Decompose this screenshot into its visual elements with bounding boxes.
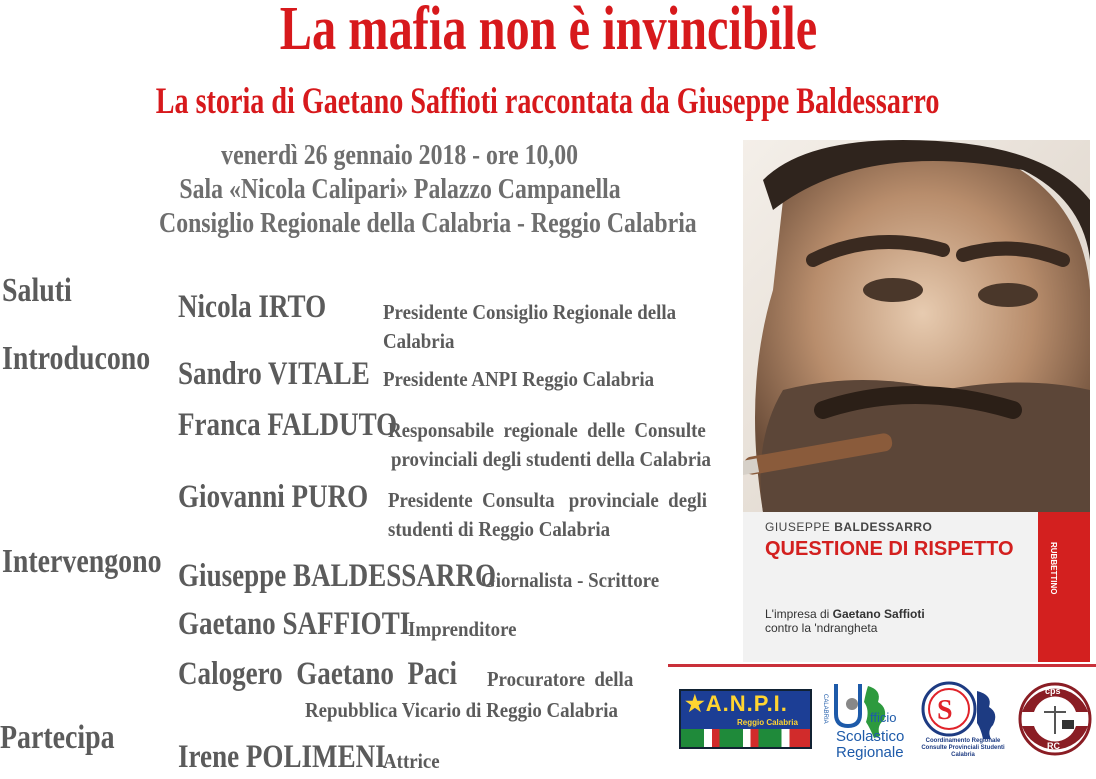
divider-line <box>668 664 1096 667</box>
anpi-logo <box>679 689 812 749</box>
event-location: Consiglio Regionale della Calabria - Reggio Calabria <box>159 207 697 239</box>
speaker-name: Franca FALDUTO <box>178 407 398 443</box>
speaker-name: Irene POLIMENI <box>178 739 386 775</box>
usr-vertical-text: CALABRIA <box>822 694 828 724</box>
speaker-role-continued: Repubblica Vicario di Reggio Calabria <box>305 698 618 722</box>
book-author: GIUSEPPE BALDESSARRO <box>765 520 933 534</box>
speaker-name: Calogero Gaetano Paci <box>178 656 458 692</box>
section-saluti: Saluti <box>2 272 72 309</box>
speaker-name: Giovanni PURO <box>178 479 369 515</box>
speaker-role: Presidente Consulta provinciale degli studenti di Reggio Calabria <box>388 488 708 541</box>
anpi-city: Reggio Calabria <box>737 718 798 727</box>
rc-bottom-text: RC <box>1047 741 1060 751</box>
book-spine: RUBBETTINO <box>1038 512 1090 662</box>
speaker-role: Presidente Consiglio Regionale della Calabria <box>383 300 677 353</box>
speaker-role: Imprenditore <box>408 617 517 641</box>
speaker-role: Giornalista - Scrittore <box>481 568 660 592</box>
svg-text:S: S <box>937 695 953 726</box>
speaker-name: Nicola IRTO <box>178 289 327 325</box>
section-intervengono: Intervengono <box>2 543 162 580</box>
speaker-name: Sandro VITALE <box>178 356 370 392</box>
section-partecipa: Partecipa <box>0 719 115 756</box>
speaker-role: Procuratore della <box>487 667 634 691</box>
anpi-logo-text: ★A.N.P.I. <box>685 691 788 716</box>
book-subtitle-line2: contro la 'ndrangheta <box>765 621 878 635</box>
speaker-role: Responsabile regionale delle Consulte provinciali degli studenti della Calabria <box>388 418 711 471</box>
speaker-name: Giuseppe BALDESSARRO <box>178 558 497 594</box>
author-portrait <box>743 140 1090 512</box>
section-introducono: Introducono <box>2 340 151 377</box>
book-cover <box>743 140 1090 662</box>
coordinamento-consulte-logo <box>917 681 1009 773</box>
event-venue: Sala «Nicola Calipari» Palazzo Campanella <box>179 173 621 205</box>
usr-text-regionale: Regionale <box>836 744 904 761</box>
usr-text-scolastico: Scolastico <box>836 728 905 745</box>
event-subtitle: La storia di Gaetano Saffioti raccontata da Giuseppe Baldessarro <box>156 81 940 122</box>
event-title: La mafia non è invincibile <box>279 0 817 63</box>
ufficio-scolastico-logo <box>822 680 914 770</box>
cps-rc-logo <box>1018 682 1092 756</box>
usr-text-ufficio: fficio <box>870 710 897 725</box>
cps-caption: Consulte Provinciali Studenti <box>921 745 1005 751</box>
event-date: venerdì 26 gennaio 2018 - ore 10,00 <box>221 139 579 171</box>
speaker-name: Gaetano SAFFIOTI <box>178 606 411 642</box>
cps-caption: Coordinamento Regionale <box>925 738 1001 744</box>
anpi-flag-band <box>681 729 810 747</box>
book-subtitle: L'impresa di Gaetano Saffioti <box>765 607 925 621</box>
rc-top-text: cps <box>1045 686 1061 696</box>
speaker-role: Attrice <box>383 749 440 773</box>
csp-emblem-icon <box>917 681 1009 741</box>
cps-caption: Calabria <box>951 752 975 758</box>
speaker-role: Presidente ANPI Reggio Calabria <box>383 367 655 391</box>
book-title: QUESTIONE DI RISPETTO <box>765 538 1014 560</box>
